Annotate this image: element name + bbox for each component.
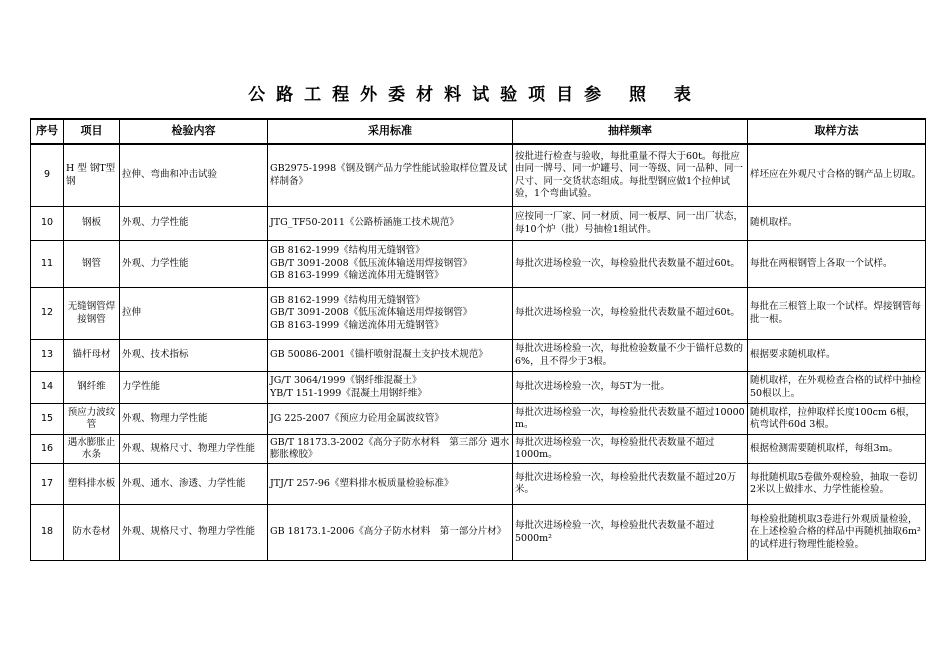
cell-no: 15 — [31, 404, 64, 435]
cell-frequency: 每批次进场检验一次，每检验批代表数量不超过1000m。 — [513, 435, 748, 464]
cell-frequency: 应按同一厂家、同一材质、同一板厚、同一出厂状态，每10个炉（批）号抽检1组试件。 — [513, 207, 748, 241]
cell-no: 17 — [31, 464, 64, 505]
table-row — [31, 505, 926, 561]
cell-content: 拉伸、弯曲和冲击试验 — [120, 144, 268, 207]
cell-no: 13 — [31, 340, 64, 372]
cell-item: 遇水膨胀止水条 — [64, 435, 120, 464]
cell-standard: GB 8162-1999《结构用无缝钢管》 GB/T 3091-2008《低压流体输送用焊接钢管》 GB 8163-1999《输送流体用无缝钢管》 — [268, 288, 513, 340]
header-no: 序号 — [31, 119, 64, 144]
cell-content: 外观、力学性能 — [120, 207, 268, 241]
cell-no: 9 — [31, 144, 64, 207]
cell-standard: JG/T 3064/1999《钢纤维混凝土》 YB/T 151-1999《混凝土用钢纤维》 — [268, 372, 513, 404]
cell-item: 塑料排水板 — [64, 464, 120, 505]
cell-content: 外观、技术指标 — [120, 340, 268, 372]
page-title: 公路工程外委材料试验项目参 照 表 — [248, 85, 702, 105]
table-row — [31, 464, 926, 505]
cell-item: 钢板 — [64, 207, 120, 241]
header-content: 检验内容 — [120, 119, 268, 144]
cell-standard: GB2975-1998《钢及钢产品力学性能试验取样位置及试样制备》 — [268, 144, 513, 207]
cell-frequency: 每批次进场检验一次，每检验批代表数量不超过60t。 — [513, 241, 748, 288]
cell-standard: GB/T 18173.3-2002《高分子防水材料 第三部分 遇水膨胀橡胶》 — [268, 435, 513, 464]
cell-method: 每批在三根管上取一个试样。焊接钢管每批一根。 — [748, 288, 926, 340]
cell-standard: GB 18173.1-2006《高分子防水材料 第一部分片材》 — [268, 505, 513, 561]
header-method: 取样方法 — [748, 119, 926, 144]
cell-frequency: 每批次进场检验一次，每批检验数量不少于锚杆总数的6%，且不得少于3根。 — [513, 340, 748, 372]
cell-no: 10 — [31, 207, 64, 241]
table-row — [31, 207, 926, 241]
cell-content: 外观、力学性能 — [120, 241, 268, 288]
cell-method: 根据检测需要随机取样，每组3m。 — [748, 435, 926, 464]
cell-content: 外观、规格尺寸、物理力学性能 — [120, 435, 268, 464]
cell-method: 随机取样，拉伸取样长度100cm 6根，杭弯试件60d 3根。 — [748, 404, 926, 435]
cell-item: 锚杆母材 — [64, 340, 120, 372]
table-row — [31, 435, 926, 464]
header-frequency: 抽样频率 — [513, 119, 748, 144]
cell-item: 无缝钢管焊接钢管 — [64, 288, 120, 340]
cell-content: 力学性能 — [120, 372, 268, 404]
cell-item: H 型 钢T型钢 — [64, 144, 120, 207]
table-row — [31, 288, 926, 340]
cell-frequency: 每批次进场检验一次，每5T为一批。 — [513, 372, 748, 404]
table-row — [31, 241, 926, 288]
cell-content: 外观、物理力学性能 — [120, 404, 268, 435]
cell-no: 16 — [31, 435, 64, 464]
material-test-table — [30, 118, 926, 561]
cell-method: 样坯应在外观尺寸合格的钢产品上切取。 — [748, 144, 926, 207]
cell-standard: GB 8162-1999《结构用无缝钢管》 GB/T 3091-2008《低压流体输送用焊接钢管》 GB 8163-1999《输送流体用无缝钢管》 — [268, 241, 513, 288]
cell-content: 外观、规格尺寸、物理力学性能 — [120, 505, 268, 561]
cell-method: 每检验批随机取3卷进行外观质量检验，在上述检验合格的样品中再随机抽取6m²的试样进行物理性能检验。 — [748, 505, 926, 561]
cell-standard: JG 225-2007《预应力砼用金属波纹管》 — [268, 404, 513, 435]
cell-method: 根据要求随机取样。 — [748, 340, 926, 372]
table-header-row — [31, 119, 926, 144]
cell-item: 钢管 — [64, 241, 120, 288]
cell-item: 预应力波纹管 — [64, 404, 120, 435]
header-item: 项目 — [64, 119, 120, 144]
cell-no: 12 — [31, 288, 64, 340]
cell-item: 钢纤维 — [64, 372, 120, 404]
cell-frequency: 每批次进场检验一次，每检验批代表数量不超过20万米。 — [513, 464, 748, 505]
cell-no: 18 — [31, 505, 64, 561]
cell-method: 每批在两根钢管上各取一个试样。 — [748, 241, 926, 288]
cell-standard: JTG_TF50-2011《公路桥涵施工技术规范》 — [268, 207, 513, 241]
cell-no: 11 — [31, 241, 64, 288]
cell-frequency: 每批次进场检验一次，每检验批代表数量不超过5000m² — [513, 505, 748, 561]
table-row — [31, 144, 926, 207]
cell-method: 每批随机取5卷做外观检验，抽取一卷切2米以上做排水、力学性能检验。 — [748, 464, 926, 505]
cell-content: 拉伸 — [120, 288, 268, 340]
table-row — [31, 372, 926, 404]
table-row — [31, 404, 926, 435]
cell-frequency: 每批次进场检验一次，每检验批代表数量不超过60t。 — [513, 288, 748, 340]
header-standard: 采用标准 — [268, 119, 513, 144]
cell-item: 防水卷材 — [64, 505, 120, 561]
table-row — [31, 340, 926, 372]
cell-method: 随机取样。 — [748, 207, 926, 241]
cell-frequency: 按批进行检查与验收，每批重量不得大于60t。每批应由同一牌号、同一炉罐号、同一等级、同一品种、同一尺寸、同一交货状态组成。每批型钢应做1个拉伸试验，1个弯曲试验。 — [513, 144, 748, 207]
cell-standard: JTJ/T 257-96《塑料排水板质量检验标准》 — [268, 464, 513, 505]
cell-method: 随机取样，在外观检查合格的试样中抽检50根以上。 — [748, 372, 926, 404]
cell-no: 14 — [31, 372, 64, 404]
cell-frequency: 每批次进场检验一次，每检验批代表数量不超过10000 m。 — [513, 404, 748, 435]
cell-content: 外观、通水、渗透、力学性能 — [120, 464, 268, 505]
cell-standard: GB 50086-2001《锚杆喷射混凝土支护技术规范》 — [268, 340, 513, 372]
